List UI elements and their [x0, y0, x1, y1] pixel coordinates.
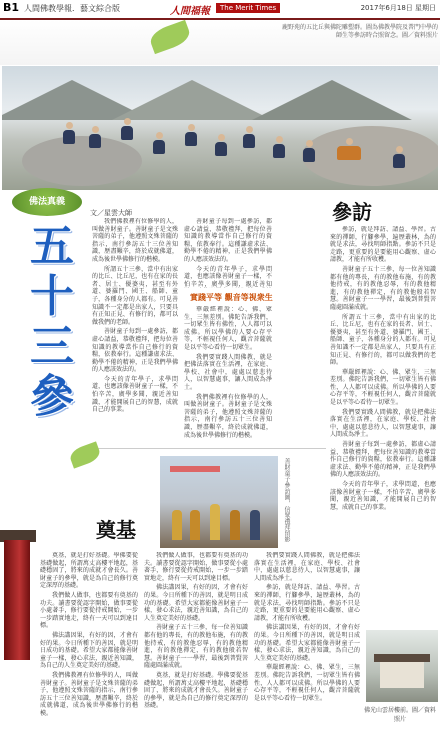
paragraph: 華嚴經裡說：心、佛、眾生，三無差別。佛陀告訴我們，一切眾生皆有佛性，人人都可以成佛。所以學佛的人要心存平等，不輕視任何人，觀音菩薩就是以平等心看待一切眾生。	[330, 368, 436, 407]
photo-caption: 善財童子參訪圖，信眾禮拜留影	[283, 458, 290, 542]
figure-student	[184, 124, 198, 146]
hero-caption: 鹿野苑的五比丘與佛陀雕塑群。圖為佛教學院及普門中學的師生等參訪時合照留念。圖／資料照片	[281, 24, 438, 39]
page-header	[0, 0, 440, 20]
figure-student	[62, 122, 76, 144]
paragraph: 善財童子每到一處參訪，都虛心請益，恭敬禮拜，把每位善知識的教導當作自己修行的資糧，依教奉行。這種謙虛求法、勤學不倦的精神，正是我們學佛的人應該效法的。	[330, 441, 436, 479]
divider	[90, 448, 326, 449]
issue-date: 2017年6月18日 星期日	[360, 4, 436, 12]
page-number: B1	[3, 1, 20, 14]
procession-photo	[160, 456, 278, 548]
figure-student	[392, 146, 406, 168]
mountain-shape	[252, 80, 412, 120]
paragraph: 參訪，就是拜訪、請益、學習。古來的禪師，行腳參學，遍歷叢林，為的就是求法，尋找明師指點。參訪不只是走路，更重要的是要能用心觀察、虛心請教，才能有所收穫。	[330, 226, 436, 264]
text-column	[92, 218, 178, 444]
column-badge: 佛法真義	[12, 188, 82, 216]
subheading: 實踐平等 觀音等視衆生	[190, 293, 273, 302]
paragraph: 今天的青年學子，求學問道，也應該像善財童子一樣，不怕辛苦，廣學多聞，親近善知識，才能開展自己的智慧，成就自己的事業。	[330, 481, 436, 511]
paragraph: 所謂五十三參，當中有出家的比丘、比丘尼，也有在家的長者、居士、優婆夷，甚至有外道、婆羅門、國王、船師、童子，各種身分的人都有。可見善知識不一定都是出家人，只要具有正知正見、有修行的，都可以做我們的老師。	[330, 313, 436, 367]
paragraph: 我們佛教裡有位修學的人，叫做善財童子。善財童子是文殊菩薩的弟子，他遵照文殊菩薩的指示，南行參訪五十三位善知識，歷盡艱辛，終於成就佛道，成為後世學佛修行的楷模。	[40, 671, 138, 717]
author-byline: 文／星雲大師	[90, 209, 132, 217]
temple-pillar	[4, 540, 30, 660]
paragraph: 今天的青年學子，求學問道，也應該像善財童子一樣，不怕辛苦，廣學多聞，親近善知識，才能開展自己的智慧，成就自己的事業。	[92, 375, 178, 414]
figure-student	[272, 136, 286, 158]
paragraph: 所謂五十三參，當中有出家的比丘、比丘尼，也有在家的長者、居士、優婆夷，甚至有外道、婆羅門、國王、船師、童子，各種身分的人都有。可見善知識不一定都是出家人，只要具有正知正見、有修行的，都可以做我們的老師。	[92, 265, 178, 326]
banner-shape	[170, 466, 220, 472]
temple-photo	[366, 630, 438, 702]
figure-monk	[190, 510, 200, 540]
figure-student	[242, 126, 256, 148]
figure-student	[88, 126, 102, 148]
paragraph: 善財童子五十三參，每一位善知識都有他的專長，有的教他布施，有的教他持戒，有的教他忍辱，有的教他精進，有的教他禪定，有的教他般若智慧。善財童子一一學習，最後到普賢菩薩處圓滿成就。	[330, 265, 436, 311]
text-column	[254, 552, 360, 728]
leaf-decoration-icon	[68, 441, 102, 468]
paragraph: 佛法講因果，有好的因，才會有好的果。今日所種下的善因，就是明日成功的基礎。希望大家都能像善財童子一樣，發心求法，親近善知識，為自己的人生奠定美好的基礎。	[144, 584, 248, 622]
paragraph: 華嚴經裡說：心、佛、眾生，三無差別。佛陀告訴我們，一切眾生皆有佛性，人人都可以成佛。所以學佛的人要心存平等，不輕視任何人，觀音菩薩就是以平等心看待一切眾生。	[254, 664, 360, 702]
text-column	[144, 552, 248, 728]
paragraph: 我們做人做事，也都要有奠基的功夫。讀書要從認字開始，做事要從小處著手，修行要從持戒開始，一步一步踏實地走，終有一天可以到達目標。	[144, 552, 248, 582]
paragraph: 我們要實踐人間佛教，就是把佛法落實在生活裡，在家庭、學校、社會中，處處以慈悲待人，以智慧處事，讓人間成為淨土。	[330, 408, 436, 439]
paragraph: 我們佛教裡有位修學的人，叫做善財童子。善財童子是文殊菩薩的弟子，他遵照文殊菩薩的指示，南行參訪五十三位善知識，歷盡艱辛，終於成就佛道，成為後世學佛修行的楷模。	[184, 393, 272, 439]
temple-wall	[380, 662, 424, 688]
paragraph: 奠基，就是打好基礎。學佛要從基礎做起，所謂萬丈高樓平地起，基礎穩固了，將來的成就才會長久。善財童子的參學，就是為自己的修行奠定深厚的基礎。	[40, 552, 138, 590]
section-heading-foundation: 奠基	[96, 518, 136, 542]
figure-monk	[172, 510, 182, 540]
text-column	[184, 218, 272, 288]
figure-monk	[210, 504, 220, 540]
rock-shape	[302, 126, 438, 186]
figure-person	[250, 510, 260, 540]
paragraph: 善財童子每到一處參訪，都虛心請益，恭敬禮拜，把每位善知識的教導當作自己修行的資糧，依教奉行。這種謙虛求法、勤學不倦的精神，正是我們學佛的人應該效法的。	[184, 218, 272, 263]
figure-monk	[230, 510, 240, 540]
section-heading-visit: 參訪	[332, 200, 372, 224]
paragraph: 華嚴經裡說：心、佛、眾生，三無差別。佛陀告訴我們，一切眾生皆有佛性，人人都可以成佛。所以學佛的人要心存平等，不輕視任何人，觀音菩薩就是以平等心看待一切眾生。	[184, 306, 272, 351]
text-column	[40, 552, 138, 728]
paragraph: 我們要實踐人間佛教，就是把佛法落實在生活裡，在家庭、學校、社會中，處處以慈悲待人，以智慧處事，讓人間成為淨土。	[254, 552, 360, 582]
hero-photo	[2, 66, 438, 190]
figure-monk	[336, 138, 362, 160]
paragraph: 善財童子每到一處參訪，都虛心請益，恭敬禮拜，把每位善知識的教導當作自己修行的資糧，依教奉行。這種謙虛求法、勤學不倦的精神，正是我們學佛的人應該效法的。	[92, 328, 178, 374]
figure-student	[120, 118, 134, 140]
section-name: 人間佛教學報．藝文綜合版	[24, 4, 120, 13]
temple-roof	[374, 654, 430, 662]
paragraph: 佛法講因果，有好的因，才會有好的果。今日所種下的善因，就是明日成功的基礎。希望大家都能像善財童子一樣，發心求法，親近善知識，為自己的人生奠定美好的基礎。	[254, 624, 360, 662]
newspaper-logo-en: The Merit Times	[216, 3, 280, 13]
paragraph: 善財童子五十三參，每一位善知識都有他的專長，有的教他布施，有的教他持戒，有的教他忍辱，有的教他精進，有的教他禪定，有的教他般若智慧。善財童子一一學習，最後到普賢菩薩處圓滿成就。	[144, 624, 248, 670]
paragraph: 我們佛教裡有位修學的人，叫做善財童子。善財童子是文殊菩薩的弟子，他遵照文殊菩薩的指示，南行參訪五十三位善知識，歷盡艱辛，終於成就佛道，成為後世學佛修行的楷模。	[92, 218, 178, 263]
text-column	[184, 306, 272, 444]
paragraph: 我們做人做事，也都要有奠基的功夫。讀書要從認字開始，做事要從小處著手，修行要從持戒開始，一步一步踏實地走，終有一天可以到達目標。	[40, 591, 138, 630]
photo-caption: 佛光山雲居樓前。圖／資料照片	[363, 707, 436, 723]
newspaper-logo: 人間福報	[170, 6, 210, 17]
rock-shape	[22, 136, 142, 186]
paragraph: 奠基，就是打好基礎。學佛要從基礎做起，所謂萬丈高樓平地起，基礎穩固了，將來的成就才會長久。善財童子的參學，就是為自己的修行奠定深厚的基礎。	[144, 671, 248, 710]
figure-student	[302, 140, 316, 162]
paragraph: 今天的青年學子，求學問道，也應該像善財童子一樣，不怕辛苦，廣學多聞，親近善知	[184, 265, 272, 288]
mountain-shape	[112, 80, 272, 120]
paragraph: 參訪，就是拜訪、請益、學習。古來的禪師，行腳參學，遍歷叢林，為的就是求法，尋找明師指點。參訪不只是走路，更重要的是要能用心觀察、虛心請教，才能有所收穫。	[254, 584, 360, 622]
paragraph: 我們要實踐人間佛教，就是把佛法落實在生活裡，在家庭、學校、社會中，處處以慈悲待人，以智慧處事，讓人間成為淨土。	[184, 353, 272, 391]
paragraph: 佛法講因果，有好的因，才會有好的果。今日所種下的善因，就是明日成功的基礎。希望大家都能像善財童子一樣，發心求法，親近善知識，為自己的人生奠定美好的基礎。	[40, 631, 138, 670]
figure-student	[152, 132, 166, 154]
article-title: 五十三參	[30, 221, 74, 422]
title-block	[6, 188, 90, 422]
figure-student	[214, 134, 228, 156]
